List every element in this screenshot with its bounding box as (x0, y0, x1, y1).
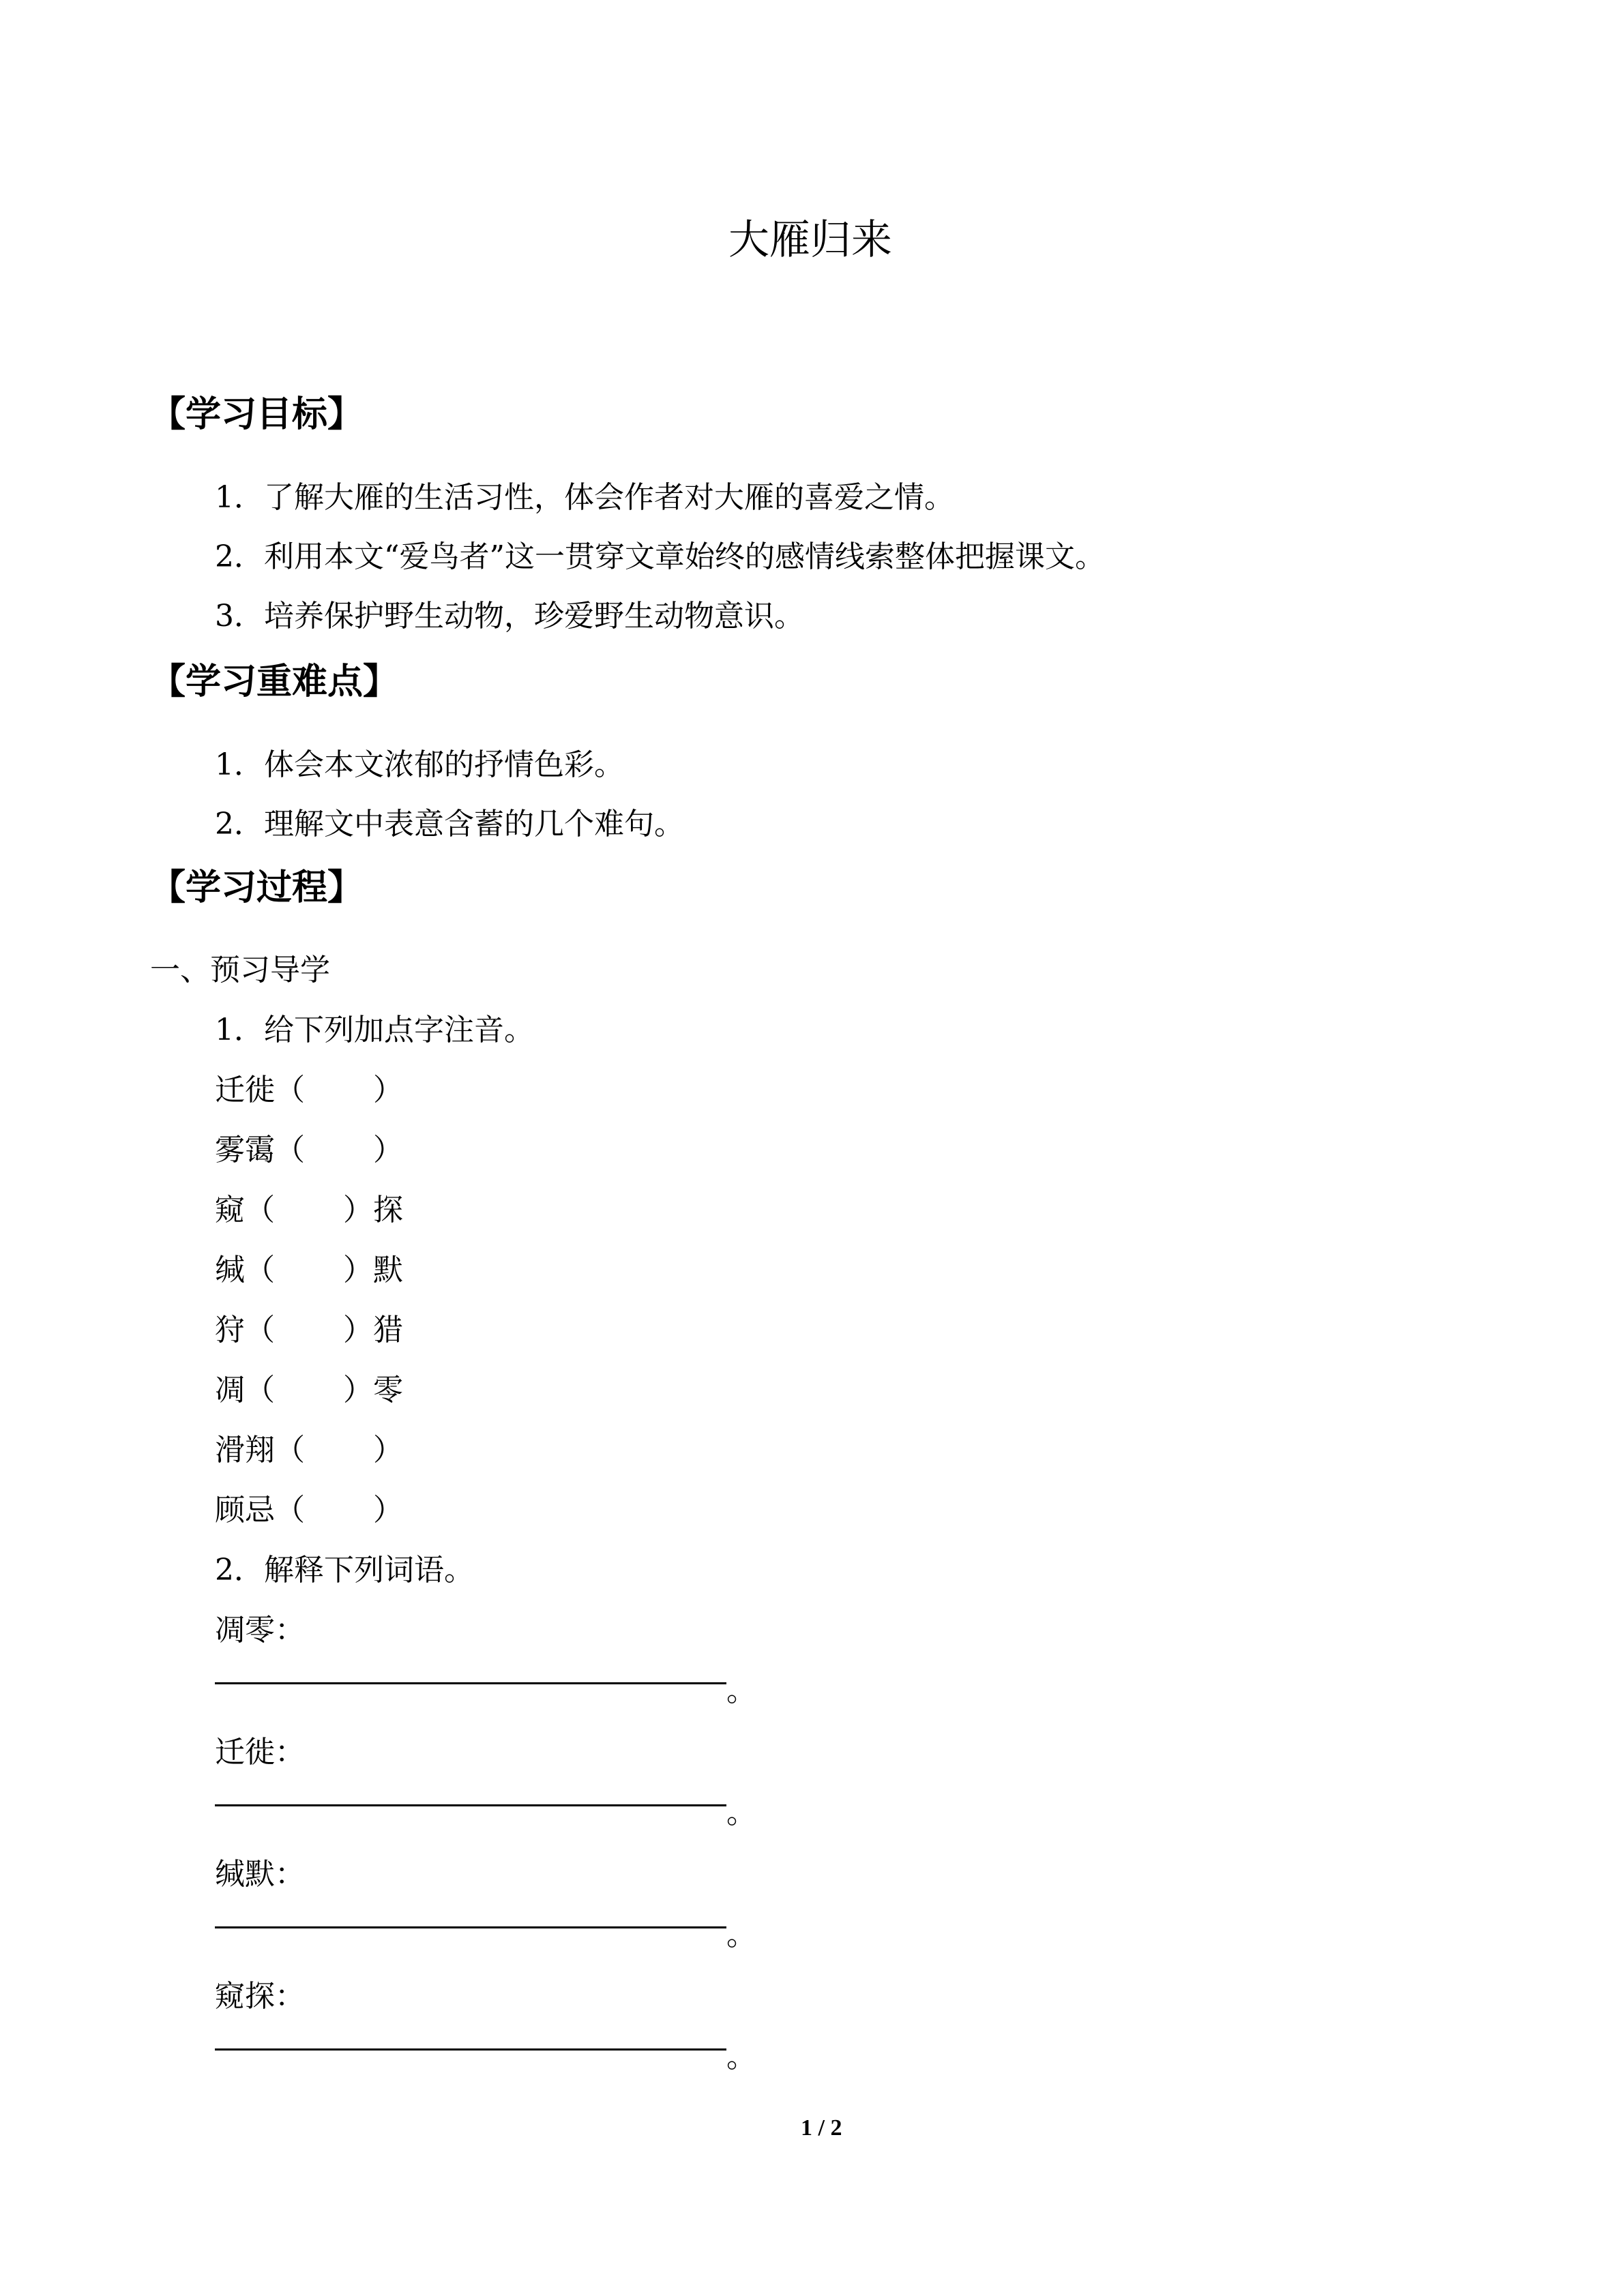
question-2-prompt: 2．解释下列词语。 (215, 1553, 474, 1587)
period-mark: 。 (726, 2040, 756, 2074)
section-heading-key-points: 【学习重难点】 (150, 661, 399, 702)
pinyin-word: 雾霭（ (215, 1133, 305, 1167)
pinyin-item (215, 1315, 403, 1345)
answer-line[interactable] (215, 1682, 726, 1684)
section-heading-objectives: 【学习目标】 (150, 394, 364, 435)
section-heading-process: 【学习过程】 (150, 867, 364, 908)
term-label: 凋零： (215, 1613, 305, 1648)
page-number: 1 / 2 (801, 2115, 842, 2141)
pinyin-word: 滑翔（ (215, 1433, 305, 1467)
objective-item: 2．利用本文“爱鸟者”这一贯穿文章始终的感情线索整体把握课文。 (215, 539, 1105, 574)
question-1-prompt: 1．给下列加点字注音。 (215, 1013, 534, 1047)
pinyin-close: ） (373, 1133, 403, 1167)
pinyin-item (215, 1495, 403, 1525)
pinyin-close: ）猎 (343, 1313, 403, 1347)
objective-item: 3．培养保护野生动物，珍爱野生动物意识。 (215, 599, 804, 633)
term-label: 迁徙： (215, 1735, 305, 1770)
pinyin-close: ） (373, 1433, 403, 1467)
pinyin-word: 窥（ (215, 1193, 275, 1227)
pinyin-item (215, 1075, 403, 1105)
answer-line[interactable] (215, 1926, 726, 1928)
pinyin-close: ）零 (343, 1373, 403, 1407)
key-point-item: 2．理解文中表意含蓄的几个难句。 (215, 807, 684, 841)
pinyin-close: ） (373, 1073, 403, 1107)
pinyin-item (215, 1255, 403, 1285)
answer-line[interactable] (215, 1804, 726, 1806)
key-point-item: 1．体会本文浓郁的抒情色彩。 (215, 747, 624, 782)
pinyin-item (215, 1435, 403, 1465)
subsection-title: 一、预习导学 (150, 953, 330, 987)
pinyin-item (215, 1195, 403, 1225)
pinyin-word: 缄（ (215, 1253, 275, 1287)
pinyin-word: 迁徙（ (215, 1073, 305, 1107)
page-title: 大雁归来 (728, 216, 892, 264)
pinyin-item (215, 1375, 403, 1405)
term-label: 窥探： (215, 1979, 305, 2014)
pinyin-word: 狩（ (215, 1313, 275, 1347)
pinyin-close: ） (373, 1493, 403, 1527)
pinyin-item (215, 1135, 403, 1165)
answer-line[interactable] (215, 2048, 726, 2051)
period-mark: 。 (726, 1673, 756, 1708)
period-mark: 。 (726, 1918, 756, 1952)
period-mark: 。 (726, 1795, 756, 1830)
objective-item: 1．了解大雁的生活习性，体会作者对大雁的喜爱之情。 (215, 480, 954, 515)
term-label: 缄默： (215, 1857, 305, 1892)
pinyin-close: ）默 (343, 1253, 403, 1287)
pinyin-word: 凋（ (215, 1373, 275, 1407)
pinyin-word: 顾忌（ (215, 1493, 305, 1527)
pinyin-close: ）探 (343, 1193, 403, 1227)
